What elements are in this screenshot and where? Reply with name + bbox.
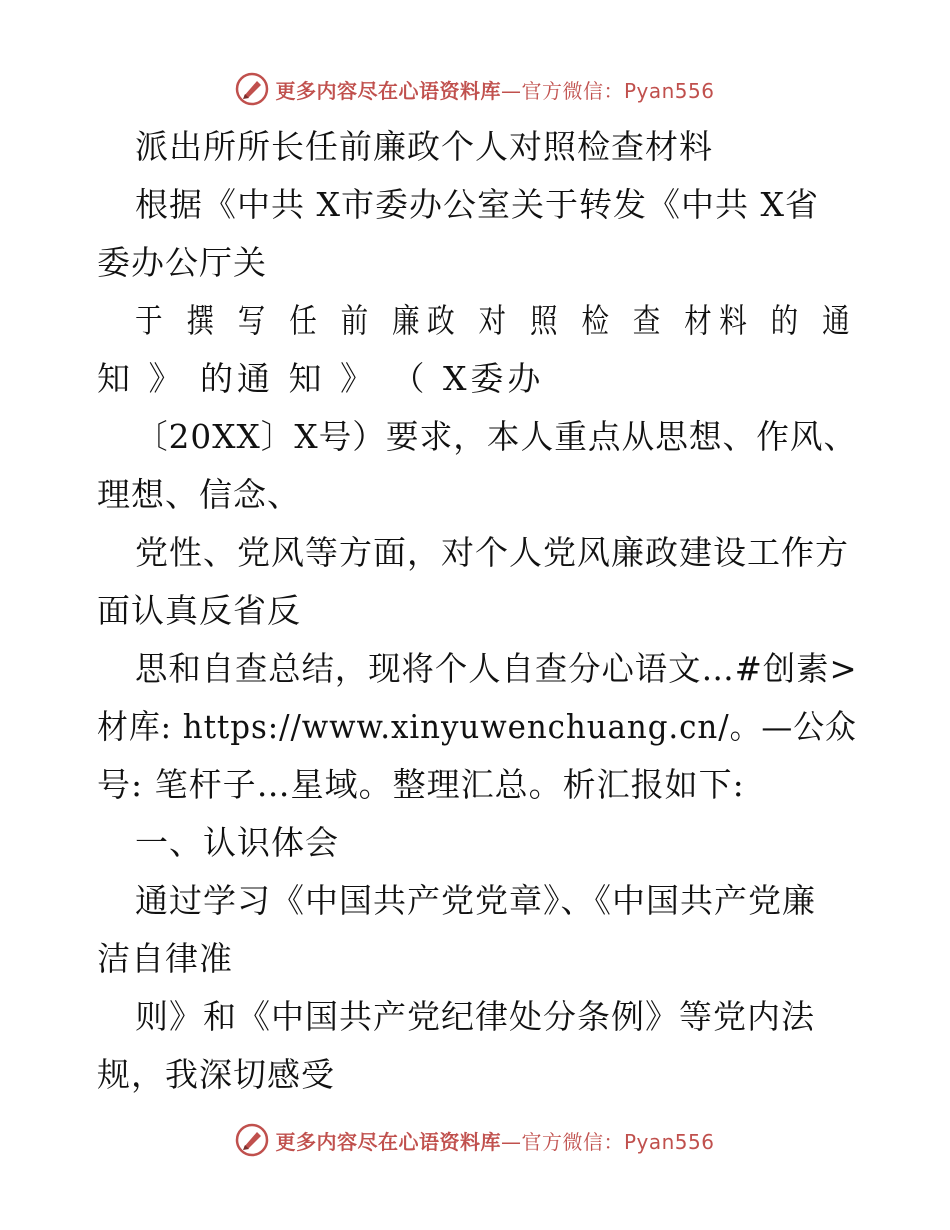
text-line: 材库: https://www.xinyuwenchuang.cn/。—公众 bbox=[97, 707, 857, 746]
text-line: 规，我深切感受 bbox=[97, 1055, 335, 1094]
watermark-brand: 更多内容尽在心语资料库 bbox=[275, 78, 501, 103]
watermark-separator: — bbox=[500, 78, 522, 103]
text-line: 则》和《中国共产党纪律处分条例》等党内法 bbox=[135, 997, 815, 1036]
text-line: 号: 笔杆子…星域。整理汇总。析汇报如下: bbox=[97, 765, 745, 804]
text-line: 于 撰 写 任 前 廉政 对 照 检 查 材料 的 通 bbox=[135, 301, 858, 340]
text-line: 根据《中共 X市委办公室关于转发《中共 X省 bbox=[135, 185, 819, 224]
text-line: 知 》 的通 知 》 （ X委办 bbox=[97, 359, 545, 398]
watermark-separator: — bbox=[500, 1129, 522, 1154]
document-title: 派出所所长任前廉政个人对照检查材料 bbox=[135, 127, 713, 166]
watermark-wechat: 官方微信：Pyan556 bbox=[521, 1129, 715, 1154]
text-line: 党性、党风等方面，对个人党风廉政建设工作方 bbox=[135, 533, 849, 572]
text-line: 洁自律准 bbox=[97, 939, 233, 978]
text-line: 〔20XX〕X号）要求，本人重点从思想、作风、 bbox=[135, 417, 858, 456]
watermark-text bbox=[275, 75, 714, 104]
section-heading: 一、认识体会 bbox=[135, 823, 339, 862]
watermark-text bbox=[275, 1126, 714, 1155]
footer-watermark bbox=[0, 1118, 950, 1162]
watermark-wechat: 官方微信：Pyan556 bbox=[521, 78, 715, 103]
text-line: 面认真反省反 bbox=[97, 591, 301, 630]
text-line: 思和自查总结，现将个人自查分心语文…#创素> bbox=[135, 649, 858, 688]
text-line: 委办公厅关 bbox=[97, 243, 267, 282]
text-line: 通过学习《中国共产党党章》、《中国共产党廉 bbox=[135, 881, 816, 920]
text-line: 理想、信念、 bbox=[97, 475, 301, 514]
brand-logo-icon bbox=[235, 1123, 269, 1157]
header-watermark bbox=[0, 67, 950, 111]
brand-logo-icon bbox=[235, 72, 269, 106]
watermark-brand: 更多内容尽在心语资料库 bbox=[275, 1129, 501, 1154]
